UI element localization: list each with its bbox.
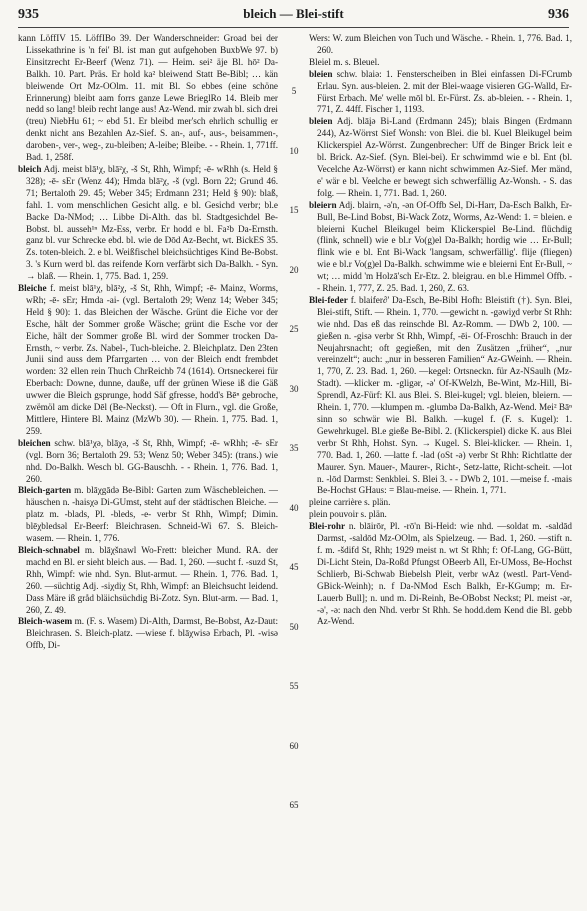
dictionary-entry (18, 283, 278, 438)
line-number: 30 (289, 383, 299, 394)
entry-text: Adj. blāįə Bi-Land (Erdmann 245); blais Bingen (Erdmann 244), Az-Wörrst Sief Wonsh: von Blei. die bl. Kuel Bleikugel beim Klickerspiel Az-Wörrst. Zungenbrecher: Uff de Binger Brick leit e bl. Brick. Az-Sief. (Syn. Blei-bei). Er schwimmd wie e bl. Ent (bl. Vecelche Az-Wörrst) er kann nicht schwimmen Az-Sief. Mer mänd, e' wär e bl. Veelche er bewegt sich schwerfällig Az-Wonsh. - S. das folg. — Rhein. 1, 771. Bad. 1, 260. (317, 116, 572, 198)
dictionary-entry (18, 545, 278, 616)
entry-headword: Blei-rohr (309, 521, 346, 532)
line-number: 5 (291, 86, 297, 96)
entry-headword: bleien (309, 68, 333, 79)
dictionary-entry (18, 438, 278, 486)
line-number: 60 (289, 740, 299, 751)
entry-text: m. (F. s. Wasem) Di-Alth, Darmst, Be-Bobst, Az-Daut: Bleichrasen. S. Bleich-platz. —wiese f. blāχwisə Erbach, Pl. -wisə Offb, Di- (26, 616, 278, 651)
line-number: 55 (289, 681, 299, 691)
entry-headword: bleich (18, 163, 42, 174)
line-number: 10 (289, 145, 299, 156)
entry-headword: Bleiche (18, 283, 47, 294)
entry-headword: bleien (309, 116, 333, 127)
entry-text: schw. blaiə: 1. Fensterscheiben in Blei einfassen Di-FCrumb Erlau. Syn. aus-bleien. 2. mit der Blei-waage visieren GG-Walld, Er-Fürst Erbach. Me' welle mōl bl. Er-Fürst. Zs. ab-bleien. - - Rhein. 1, 771, Z. 44ff. Fischer 1, 1193. (317, 68, 572, 115)
entry-text: f. blaifer∂' Da-Esch, Be-Bibl Hofh: Bleistift (†). Syn. Blei, Blei-stift, Stift. — Rhein. 1, 770. —gewicht n. -gəwiχd verbr St Rhh: wie nhd. Das eß das reinschde Bl. Az-Romm. — DWb 2, 100. —gießen n. -gisə verbr St Rhh, Wimpf, -ēi- Of-Froschh: Brauch in der Neujahrsnacht; oft gegießen, mit den Zusätzen „früher“, „nur vereinzelt“; auch: „nur in besseren Familien“ Az-GWeinh. — Rhein. 1, 770, Z. 23. Bad. 1, 260. —kegel: Ortsneckn. für Az-NSaulh (Mz-Stadt). —klicker m. -gligər, -ə' Of-KWelzh, Be-Wint, Mz-Hill, Bi-Sprendl, Az-Fürf: Kl. aus Blei. S. Blei-kugel; vgl. bleien, bleiern. — Rhein. 1, 770. —klumpen m. -glumbə Da-Balkh, Az-Wend. Mei² Bāⁿ sinn so schwär wie Bl. Balkh. —kugel f. (F. s. Kugel): 1. Gewehrkugel. Bl.e gieße Be-Bibl. 2. (Klickerspiel) dicke K. aus Blei verbr St Rhh, Hohst. Syn. → Kugel. S. Blei-klicker. — Rhein. 1, 770. Bad. 1, 260. —latte f. -lad (oSt -ə) verbr St Rhh: Richtlatte der Maurer. Syn. Mauer-, Maurer-, Richt-, Setz-latte, Richt-scheit. —lot n. -lōd Darmst: Senkblei. S. Blei 3. - - DWb 2, 101. —meise f. -mais Be-Hochst GHaus: = Blau-meise. — Rhein. 1, 771. (317, 294, 572, 496)
page-number-right: 936 (547, 7, 569, 22)
dictionary-entry (18, 33, 278, 164)
line-number: 25 (289, 324, 299, 334)
line-number: 20 (289, 264, 299, 275)
line-number: 15 (289, 205, 299, 215)
page-number-left: 935 (18, 7, 39, 22)
right-column (309, 33, 572, 628)
entry-text: Adj. meist blā¹χ, blā²χ, -š St, Rhh, Wimpf; -ē- wRhh (s. Held § 328); -ē- sEr (Wenz 44); Hmda blā²χ, -š (vgl. Born 22; Grund 46. 71; Bertaloth 29. 45; Weber 345; Erdmann 231; Held § 90): blaß, fahl. 1. vom menschlichen Gesicht allg. e bl. Gesichd verbr; bl.e Backe Da-NMod; … Libbe Di-Alth. das bl. Stadtgesichdel Be-Bobst. bl. ausseh¹ⁿ Mz-Ess, verbr. Er hodd e bl. Fa²b Da-Ernsth. ganz bl. vur Schrecke ebd. bl. wie de Dōd Az-Becht, wt. BickES 35. Zs. toten-bleich. 2. e bl. Weißfischel bleichsüchtiges Kind Be-Bobst. 3. 's Kurn werd bl. das reifende Korn verfärbt sich Da-Balkh. - Syn. → blaß. — Rhein. 1, 775. Bad. 1, 259. (26, 163, 278, 282)
entry-text: n. blāirōr, Pl. -rō'n Bi-Heid: wie nhd. —soldat m. -saldād Darmst, -saldōd Mz-OOlm, als Spielzeug. — Bad. 1, 260. —stift n. f. m. -šdifd St, Rhh; 1929 meist n. wt St Rhh; f: Of-Lang, GG-Bütt, Di-Licht Stein, Da-Roßd Pfungst OBeerb All, Er-UMoss, Be-Hochst Schlierb, Bi-Schwab Biebelsh Pleit, verbr wAz (westl. Part-Vend-GBick-Weinh); n. f Da-NMod Esch Balkh, Er-KGump; m. Er-Lauerb Bull]; n. und m. Di-Reinh, Be-OBobst Neckst; Pl. meist -ər, -ə', -ə: nach den Nhd. verbr St Rhh. Se hodd.dem Kend die Bl. gebb Az-Wend. (317, 521, 572, 627)
page-header (18, 6, 569, 26)
entry-text: m. blāχgādə Be-Bibl: Garten zum Wäschebleichen. —häuschen n. -haisχə Di-GUmst, steht auf der städtischen Bleiche. —platz m. -blads, Pl. -bleds, -e- verbr St Rhh, Wimpf; Dimin. blēχbledsəl Er-Beerf: Bleichrasen. Schneid-Wi 67. S. Bleich-wasem. — Rhein. 1, 776. (26, 485, 278, 544)
dictionary-entry (309, 69, 572, 117)
entry-headword: Blei-feder (309, 294, 348, 305)
line-number: 65 (289, 800, 299, 810)
dictionary-entry (309, 521, 572, 628)
running-title: bleich — Blei-stift (243, 6, 344, 21)
dictionary-entry (309, 33, 572, 57)
entry-text: Wers: W. zum Bleichen von Tuch und Wäsche. - Rhein. 1, 776. Bad. 1, 260. (309, 33, 572, 55)
dictionary-entry (309, 116, 572, 199)
line-number: 45 (289, 562, 299, 572)
dictionary-entry (18, 164, 278, 283)
dictionary-entry (18, 616, 278, 652)
entry-text: f. meist blā¹χ, blā²χ, -š St, Rhh, Wimpf; -ē- Mainz, Worms, wRh; -ē- sEr; Hmda -ai- (vgl. Bertaloth 29; Wenz 14; Weber 345; Held § 90): 1. das Bleichen der Wäsche. Grünt die Eiche vor der Esche, hält der Sommer große Wäsche; grünt die Esche vor der Eiche, hält der Sommer große Bl. wird der Sommer trocken Da-Ernsth, ~ verbr. Zs. Nabel-, Tuch-bleiche. 2. Bleichplatz. Den 23ten Junii sind auss dem Pfarrgarten … von der Bleich endt frembdet worden: 32 ellen rein Thuch ChrReichb 74 (1614). Ortsneckerei für Eberbach: Downe, dunne, dauße, uff der grünen Wiese iß die Gäß uwwer die Bleich gsprunge, hodd Säf gfresse, hodd's Bēⁿ gebroche, zwëmöl am dicke Dēl (Be-Neckst). — Oft in Flurn., vgl. die Große, Mittlere, Hintere Bl. Mainz (MzWb 30). — Rhein. 1, 775. Bad. 1, 259. (26, 283, 278, 436)
dictionary-entry (309, 497, 572, 509)
line-number: 35 (289, 443, 299, 453)
entry-text: pleine carrière s. plän. (309, 497, 391, 508)
entry-text: Adj. blairn, -ə'n, -ən Of-Offb Sel, Di-Harr, Da-Esch Balkh, Er-Bull, Be-Lind Bobst, Bi-Wack Zotz, Worms, Az-Wend: 1. = bleien. e bleierni Kuchel Bleikugel beim Klickerspiel Be-Lind. flüchdig (flink, schnell) wie e bl.r Vo(g)el Da-Balkh; hordig wie … Er-Bull; flink wie e bl. Ent Bi-Wack 'langsam, schwerfällig'. flije (fliegen) wie e bl.r Vo(g)el Da-Balkh. schwimme wie e bleierni Ent Er-Bull, ~ wt; … midd 'm Holzā'sch Er-Etz. 2. bleigrau. en bl.e Himmel Offb. - - Rhein. 1, 777, Z. 25. Bad. 1, 260, Z. 63. (317, 199, 572, 294)
left-column (18, 33, 278, 652)
line-number: 50 (289, 621, 299, 632)
line-number: 40 (289, 502, 299, 513)
entry-headword: bleiern (309, 199, 337, 210)
dictionary-entry (309, 200, 572, 295)
dictionary-entry (309, 295, 572, 497)
header-rule (18, 27, 569, 28)
dictionary-entry (309, 509, 572, 521)
line-number-gutter (283, 33, 305, 903)
entry-headword: Bleich-wasem (18, 616, 73, 627)
dictionary-entry (18, 485, 278, 545)
entry-headword: Bleich-schnabel (18, 544, 80, 555)
entry-text: kann LöffIV 15. LöffIBo 39. Der Wanderschneider: Groad bei der Lissekathrine is 'n fei' Bl. ist man gut aufgehoben BuxbWe 97. b) Einsitzrecht Er-Beerf (Wenz 71). — Heim. sei² äje Bl. hō² Da-Balkh. 10. Part. Präs. Er hold ka² bleiwend Statt Be-Bibl; … kän bleiwende Ort Mz-OOlm. 11. mit Bl. So ebbes (eine schöne Erinnerung) bleibt aam forrs ganze Lewe BrieglRo 14. Bleib mer nedd so lang! bleib recht lange aus! Az-Wend. mir zwah bl. sich drei (treu) NiebHu 61; ~ ebd 51. Er bleibd mer'sch ehrlich schullig er denkt nicht ans Bezahlen Az-Sief. S. an-, auf-, aus-, beisammen-, daroben-, ver-, weg-, zu-bleiben; A-leibe; Bleibe. - - Rhein. 1, 771ff. Bad. 1, 258f. (18, 33, 278, 163)
entry-text: plein pouvoir s. plän. (309, 509, 387, 520)
dictionary-entry (309, 57, 572, 69)
entry-headword: Bleich-garten (18, 485, 72, 496)
entry-text: m. blāχšnawl Wo-Frett: bleicher Mund. RA. der machd en Bl. er sieht bleich aus. — Bad. 1, 260. —sucht f. -suzd St, Rhh, Wimpf: wie nhd. Syn. Blut-armut. — Rhein. 1, 776. Bad. 1, 260. —süchtig Adj. -siχdiχ St, Rhh, Wimpf: an Bleichsucht leidend. Dass Märe iß gråd bläichsüchdig Bi-Zotz. Syn. Blut-arm. — Bad. 1, 260, Z. 49. (26, 544, 278, 615)
entry-text: schw. blā¹χə, blāχə, -š St, Rhh, Wimpf; -ē- wRhh; -ē- sEr (vgl. Born 36; Bertaloth 29. 53; Wenz 50; Weber 345): (trans.) wie nhd. Do-Balkh. Wesch bl. GG-Bauschh. - - Rhein. 1, 776. Bad. 1, 260. (26, 437, 278, 484)
entry-headword: bleichen (18, 437, 51, 448)
entry-text: Bleiel m. s. Bleuel. (309, 56, 380, 67)
